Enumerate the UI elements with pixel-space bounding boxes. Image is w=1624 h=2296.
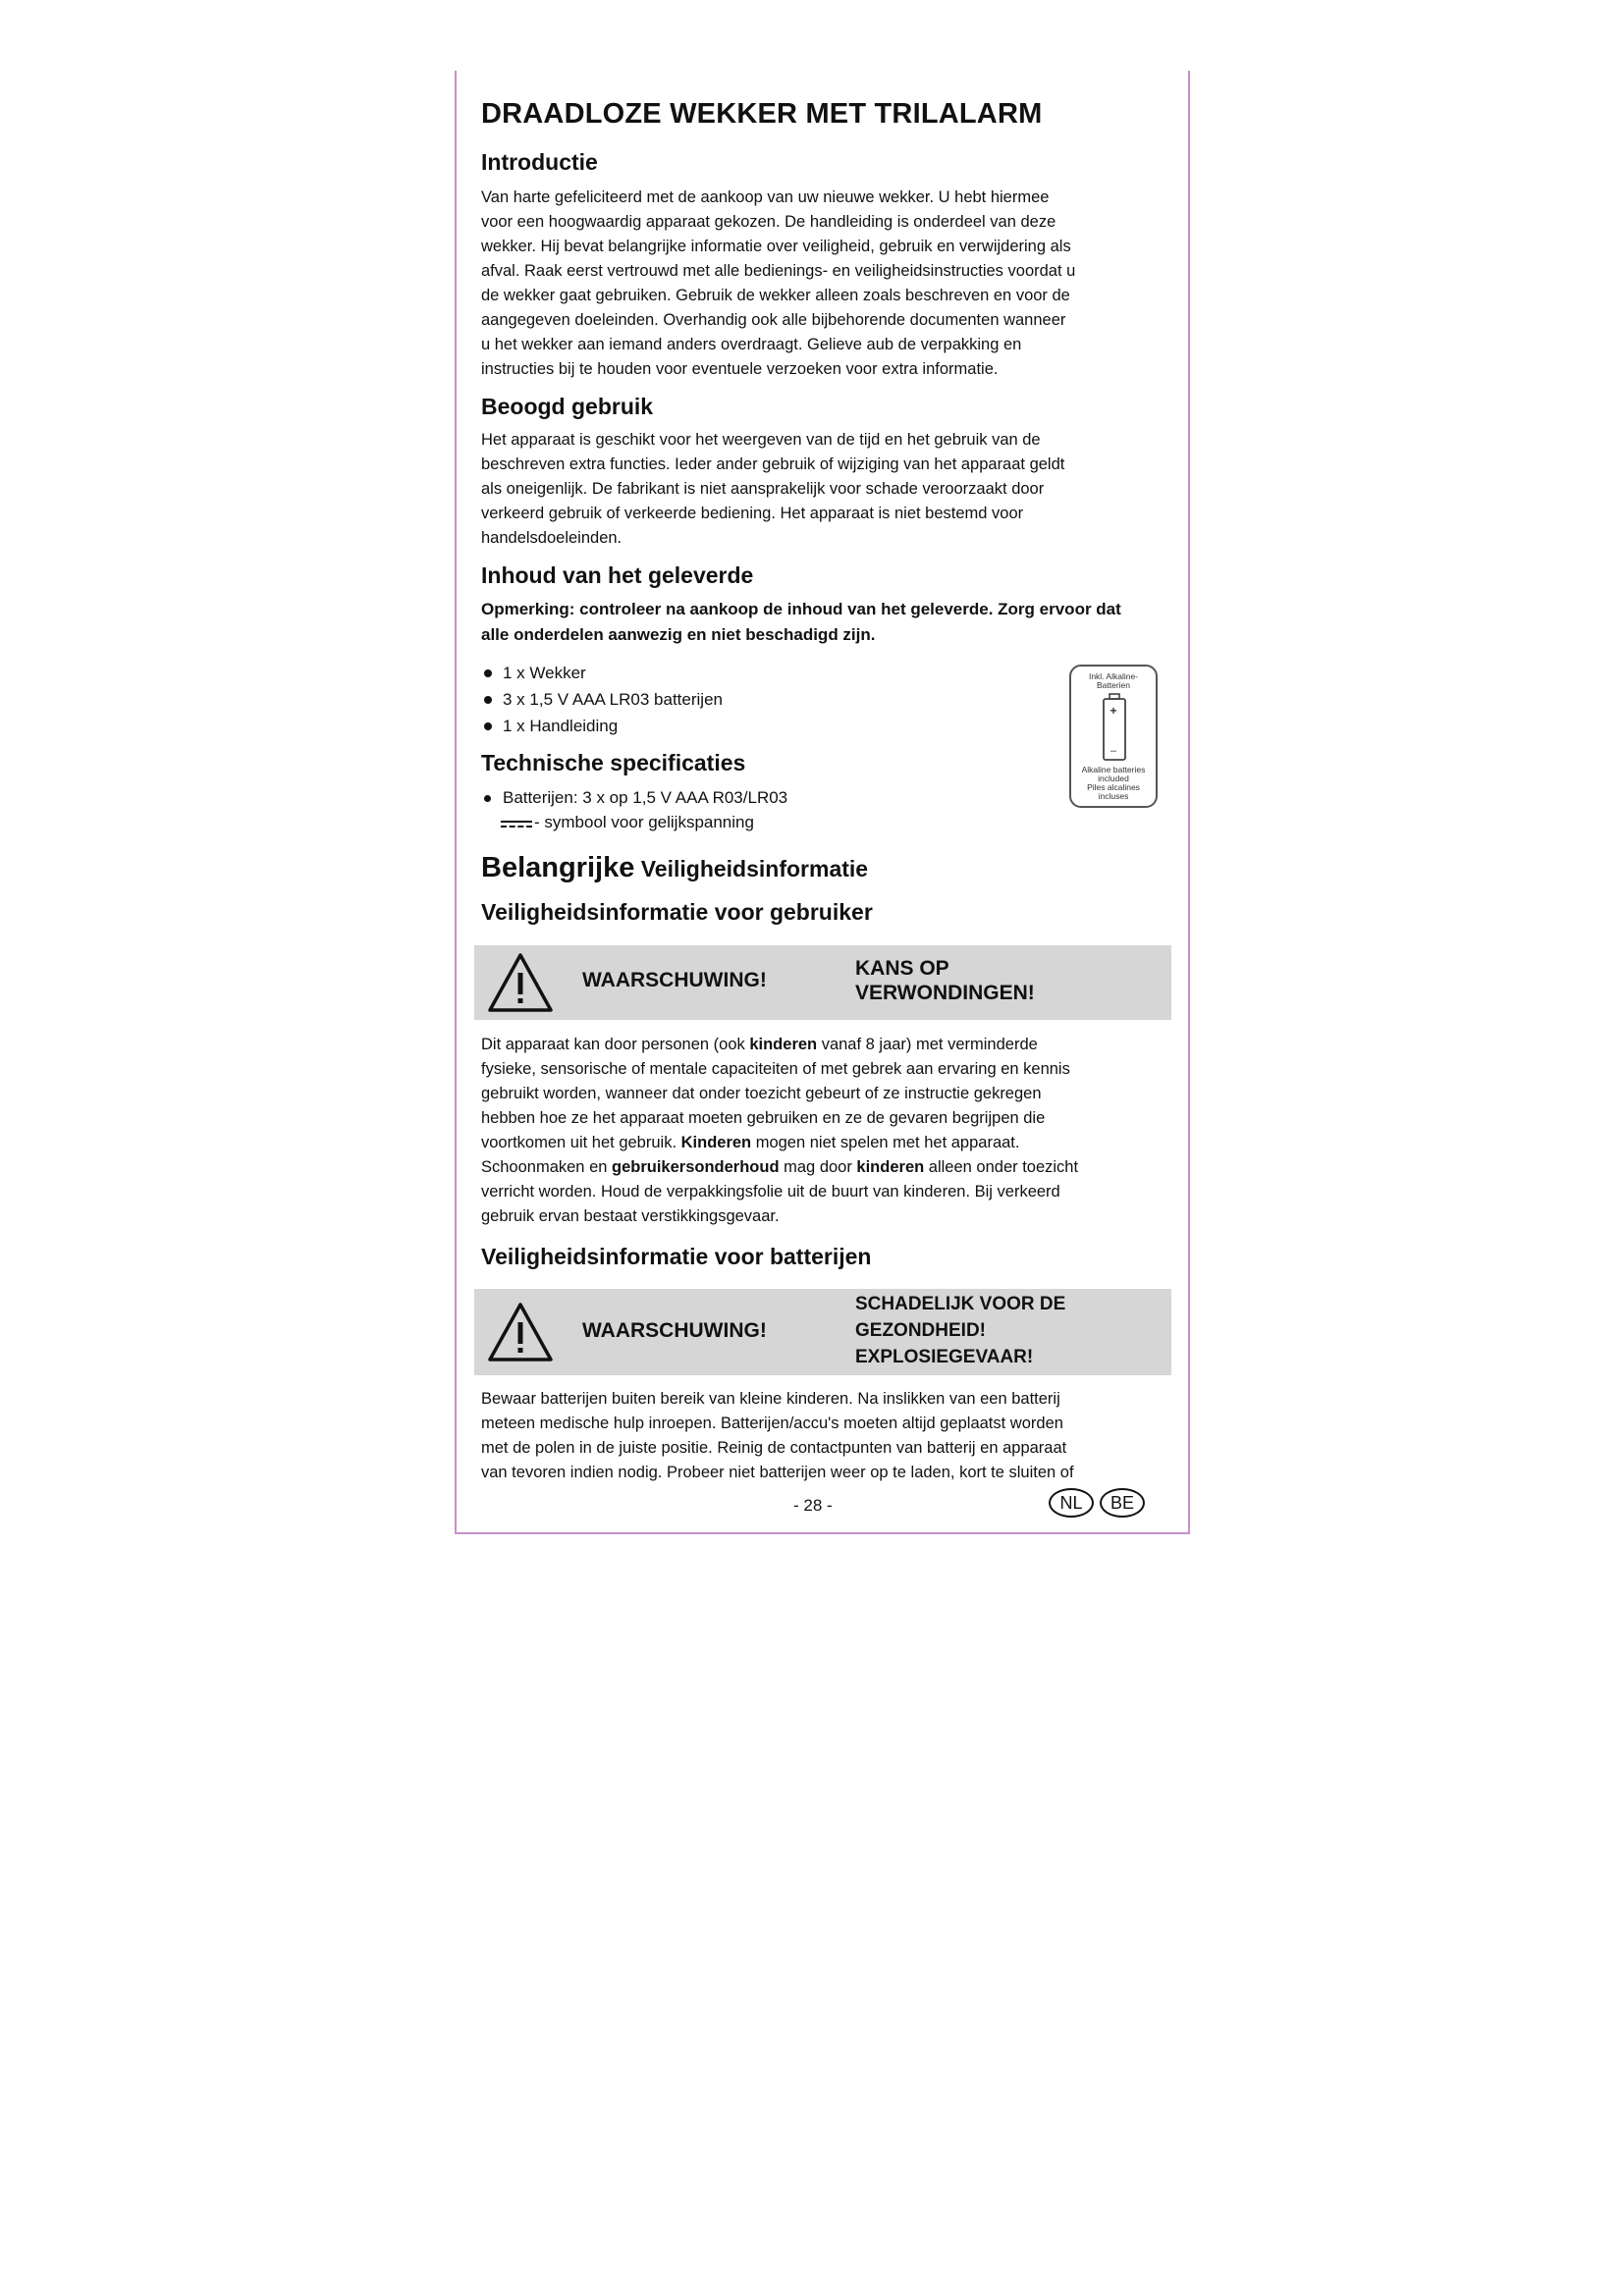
heading-beoogd-gebruik: Beoogd gebruik — [481, 394, 654, 419]
intro-line: wekker. Hij bevat belangrijke informatie over veiligheid, gebruik en verwijdering als — [481, 238, 1071, 255]
heading-veiligheid-gebruiker: Veiligheidsinformatie voor gebruiker — [481, 899, 873, 925]
beoogd-line: Het apparaat is geschikt voor het weergeven van de tijd en het gebruik van de — [481, 431, 1041, 449]
beoogd-line: verkeerd gebruik of verkeerde bediening. Het apparaat is niet bestemd voor — [481, 505, 1024, 522]
heading-belangrijke-veiligheidsinformatie — [481, 852, 868, 884]
gebruiker-line: fysieke, sensorische of mentale capaciteiten of met gebrek aan ervaring en kennis — [481, 1060, 1070, 1078]
title-big: Belangrijke — [481, 852, 635, 883]
country-badge-nl: NL — [1049, 1488, 1094, 1518]
intro-paragraph — [481, 186, 1168, 382]
intro-line: de wekker gaat gebruiken. Gebruik de wekker alleen zoals beschreven en voor de — [481, 287, 1070, 304]
beoogd-line: als oneigenlijk. De fabrikant is niet aansprakelijk voor schade veroorzaakt door — [481, 480, 1045, 498]
warning-label: WAARSCHUWING! — [582, 969, 767, 991]
badge-text: Piles alcalines — [1087, 782, 1140, 792]
badge-text: Batterien — [1096, 680, 1131, 690]
gebruiker-line: voortkomen uit het gebruik. Kinderen mogen niet spelen met het apparaat. — [481, 1134, 1020, 1151]
spec-item: Batterijen: 3 x op 1,5 V AAA R03/LR03 — [481, 785, 787, 811]
beoogd-paragraph — [481, 428, 1168, 551]
intro-line: Van harte gefeliciteerd met de aankoop van uw nieuwe wekker. U hebt hiermee — [481, 188, 1050, 206]
badge-text: Alkaline batteries — [1081, 765, 1146, 774]
beoogd-line: beschreven extra functies. Ieder ander gebruik of wijziging van het apparaat geldt — [481, 455, 1065, 473]
badge-text: included — [1098, 774, 1129, 783]
warning-label: WAARSCHUWING! — [582, 1319, 767, 1342]
document-title: DRAADLOZE WEKKER MET TRILALARM — [481, 98, 1043, 130]
intro-line: voor een hoogwaardig apparaat gekozen. De handleiding is onderdeel van deze — [481, 213, 1056, 231]
battery-badge — [1069, 665, 1158, 808]
minus-sign: – — [1110, 745, 1117, 757]
batterijen-line: meteen medische hulp inroepen. Batterijen/accu's moeten altijd geplaatst worden — [481, 1415, 1063, 1432]
list-item: 1 x Wekker — [481, 660, 723, 686]
dc-symbol-line — [501, 810, 754, 835]
note-line: alle onderdelen aanwezig en niet beschadigd zijn. — [481, 625, 876, 644]
heading-inhoud: Inhoud van het geleverde — [481, 562, 754, 588]
badge-text: incluses — [1098, 791, 1129, 801]
plus-sign: + — [1110, 704, 1117, 718]
gebruiker-line: verricht worden. Houd de verpakkingsfolie uit de buurt van kinderen. Bij verkeerd — [481, 1183, 1060, 1201]
hazard-line: KANS OP — [855, 957, 949, 980]
hazard-line: SCHADELIJK VOOR DE — [855, 1294, 1066, 1314]
gebruiker-line: hebben hoe ze het apparaat moeten gebruiken en ze de gevaren begrijpen die — [481, 1109, 1046, 1127]
gebruiker-paragraph — [481, 1033, 1168, 1229]
intro-line: afval. Raak eerst vertrouwd met alle bedienings- en veiligheidsinstructies voordat u — [481, 262, 1076, 280]
heading-veiligheid-batterijen: Veiligheidsinformatie voor batterijen — [481, 1244, 872, 1269]
heading-introductie: Introductie — [481, 149, 598, 175]
note-line: Opmerking: controleer na aankoop de inhoud van het geleverde. Zorg ervoor dat — [481, 600, 1121, 618]
intro-line: instructies bij te houden voor eventuele verzoeken voor extra informatie. — [481, 360, 999, 378]
hazard-line: VERWONDINGEN! — [855, 982, 1035, 1004]
inhoud-note — [481, 597, 1168, 648]
page-number: - 28 - — [793, 1496, 833, 1515]
contents-list — [481, 660, 723, 739]
warning-banner — [474, 945, 1171, 1020]
list-item: 3 x 1,5 V AAA LR03 batterijen — [481, 686, 723, 713]
gebruiker-line: gebruik ervan bestaat verstikkingsgevaar. — [481, 1207, 780, 1225]
title-rest: Veiligheidsinformatie — [634, 856, 869, 881]
hazard-line: GEZONDHEID! — [855, 1320, 986, 1341]
gebruiker-line: Dit apparaat kan door personen (ook kinderen vanaf 8 jaar) met verminderde — [481, 1036, 1038, 1053]
warning-triangle-icon — [486, 951, 555, 1014]
intro-line: aangegeven doeleinden. Overhandig ook alle bijbehorende documenten wanneer — [481, 311, 1066, 329]
warning-banner — [474, 1289, 1171, 1375]
dc-text: - symbool voor gelijkspanning — [534, 813, 754, 831]
gebruiker-line: Schoonmaken en gebruikersonderhoud mag door kinderen alleen onder toezicht — [481, 1158, 1079, 1176]
batterijen-paragraph — [481, 1387, 1168, 1485]
intro-line: u het wekker aan iemand anders overdraagt. Gelieve aub de verpakking en — [481, 336, 1022, 353]
country-badge-be: BE — [1100, 1488, 1145, 1518]
batterijen-line: Bewaar batterijen buiten bereik van kleine kinderen. Na inslikken van een batterij — [481, 1390, 1060, 1408]
warning-hazard — [855, 956, 1035, 1005]
batterijen-line: van tevoren indien nodig. Probeer niet batterijen weer op te laden, kort te sluiten of — [481, 1464, 1074, 1481]
list-item: 1 x Handleiding — [481, 713, 723, 739]
gebruiker-line: gebruikt worden, wanneer dat onder toezicht gebeurt of ze instructie gekregen — [481, 1085, 1042, 1102]
warning-hazard — [855, 1291, 1065, 1370]
beoogd-line: handelsdoeleinden. — [481, 529, 623, 547]
badge-text: Inkl. Alkaline- — [1088, 671, 1139, 681]
batterijen-line: met de polen in de juiste positie. Reinig de contactpunten van batterij en apparaat — [481, 1439, 1067, 1457]
dc-voltage-icon — [501, 817, 532, 830]
warning-triangle-icon — [486, 1301, 555, 1363]
hazard-line: EXPLOSIEGEVAAR! — [855, 1347, 1034, 1367]
heading-technische-specificaties: Technische specificaties — [481, 750, 746, 775]
